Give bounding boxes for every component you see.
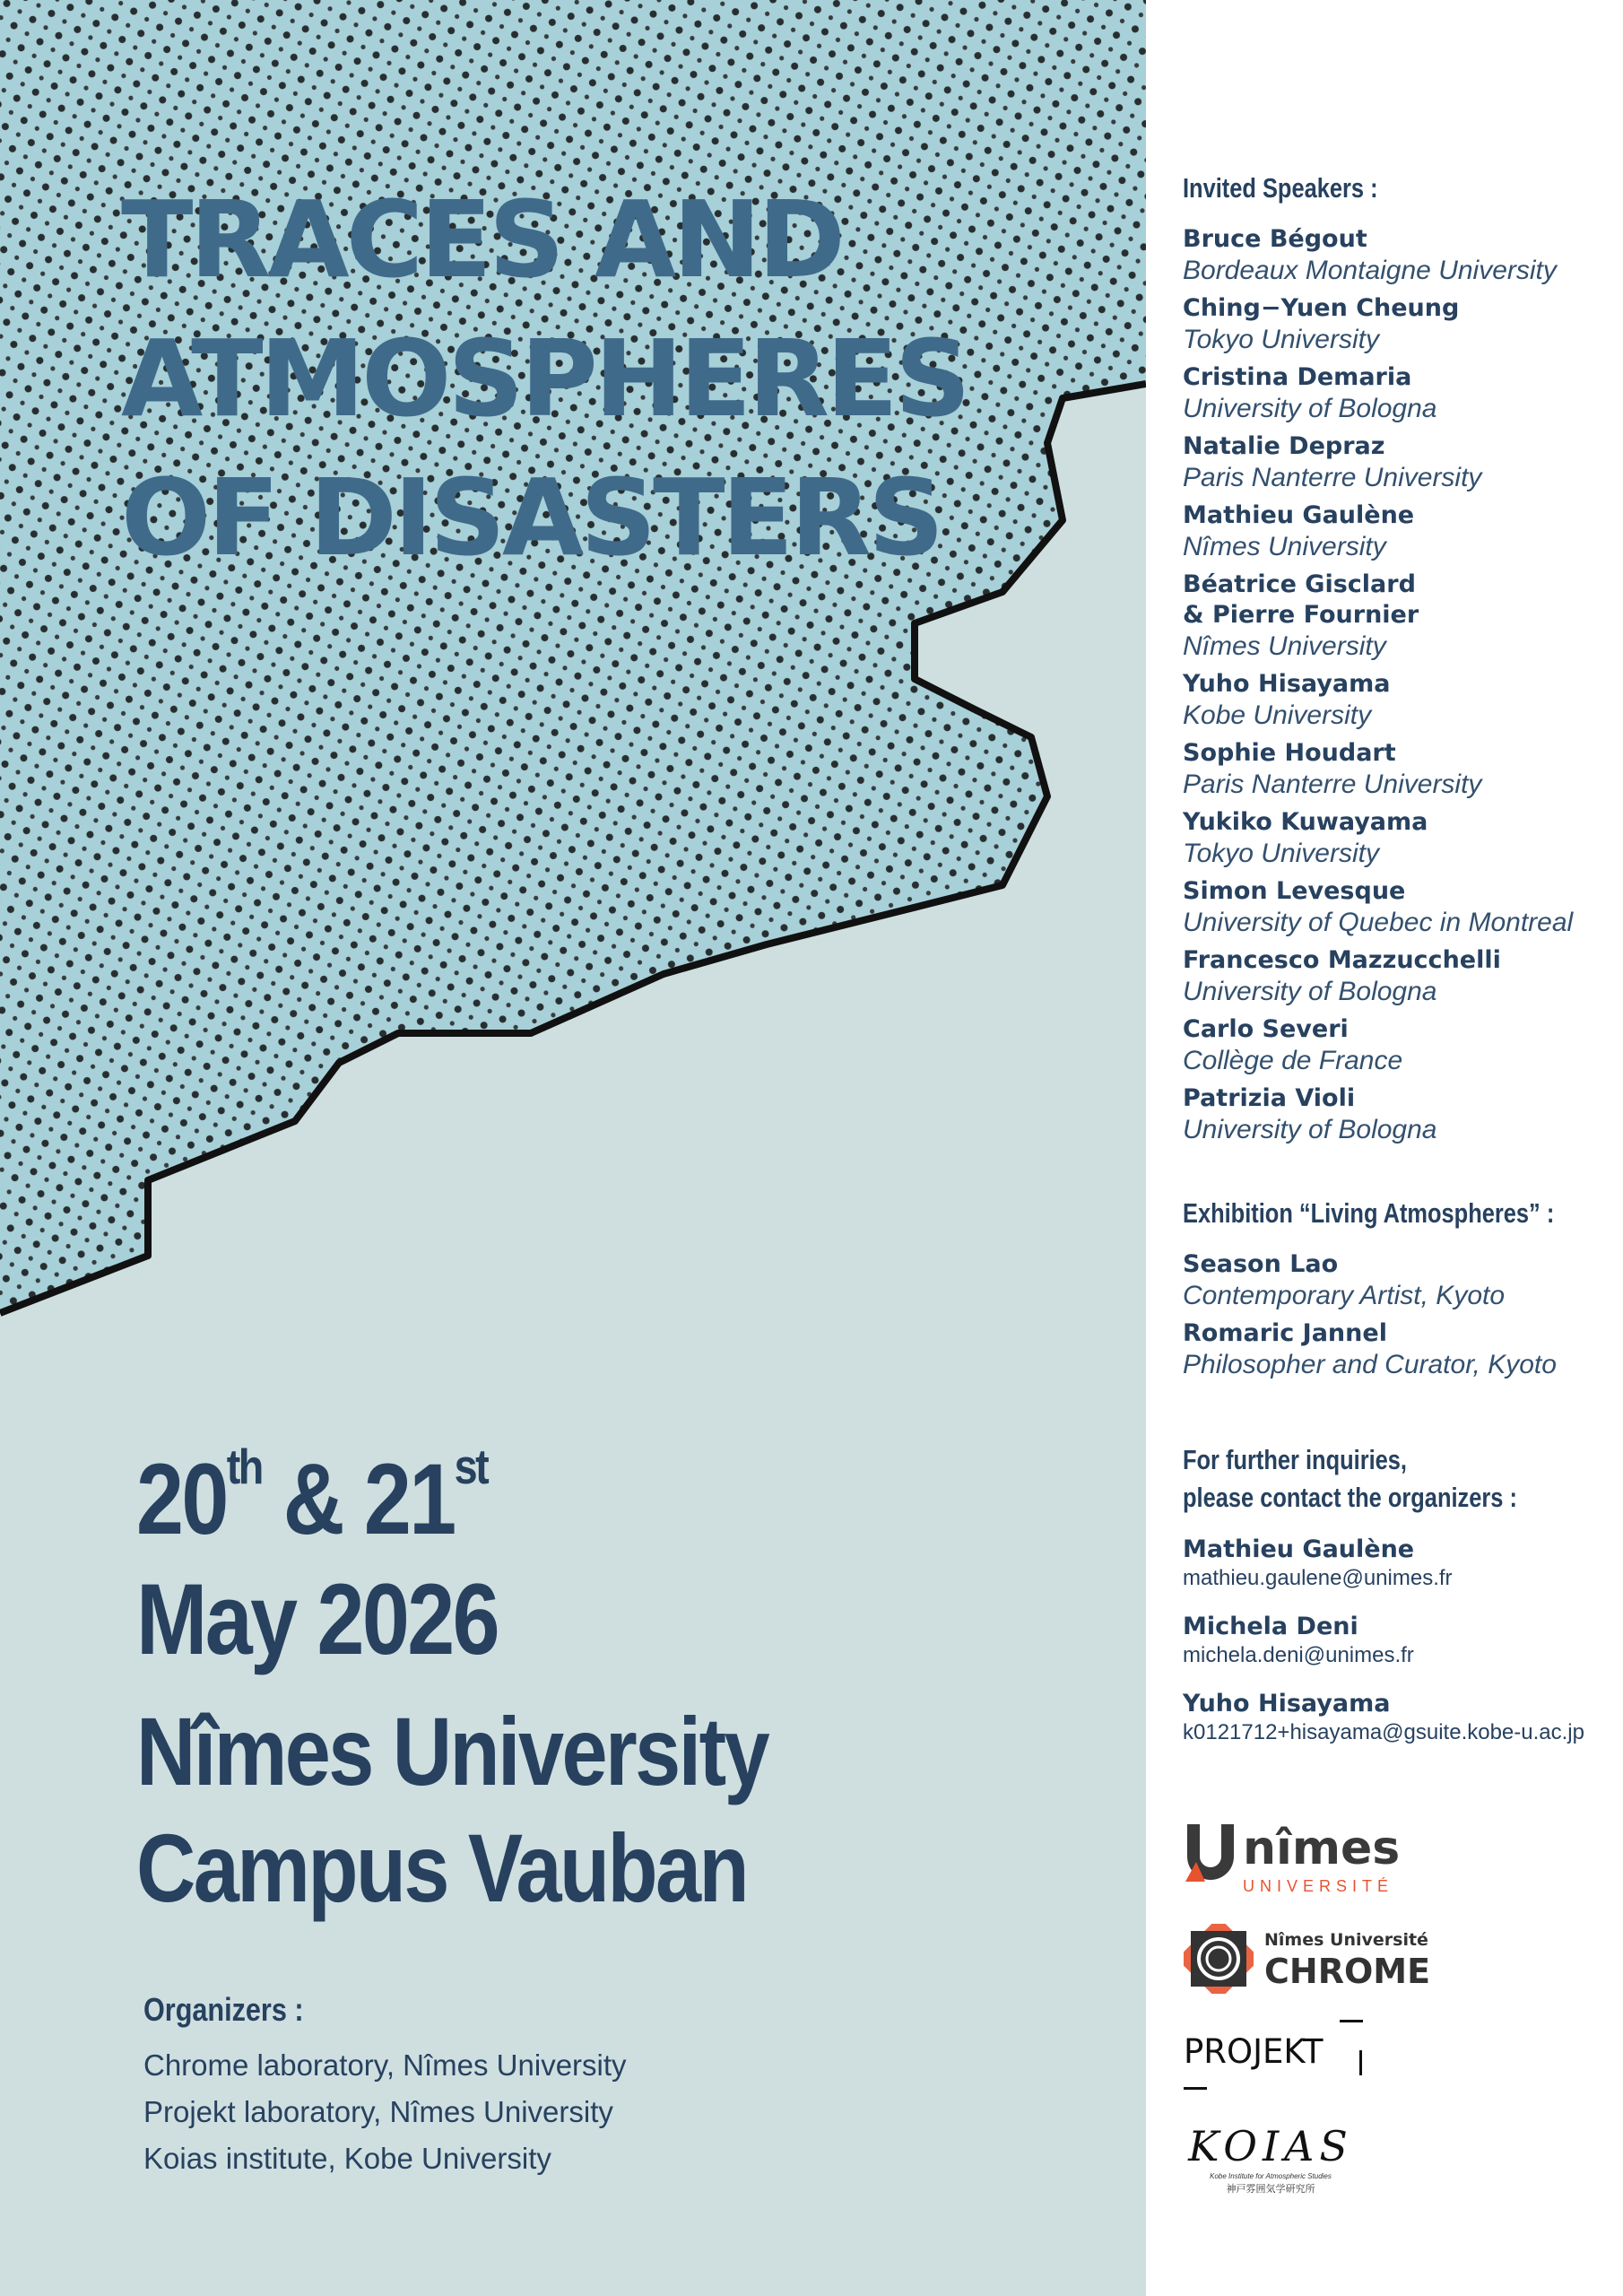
nimes-wordmark: nîmes: [1243, 1822, 1401, 1875]
person-email: k0121712+hisayama@gsuite.kobe-u.ac.jp: [1183, 1720, 1584, 1744]
projekt-wordmark: PROJEKT: [1184, 2032, 1324, 2071]
speakers-section: [1183, 172, 1573, 1152]
person-name: Sophie Houdart: [1183, 739, 1396, 767]
person-name: Ching−Yuen Cheung: [1183, 294, 1460, 322]
day1: 20: [136, 1443, 227, 1555]
universite-wordmark: UNIVERSITÉ: [1243, 1877, 1394, 1895]
person-affiliation: Kobe University: [1183, 700, 1372, 730]
title-line: ATMOSPHERES: [121, 317, 968, 440]
person-name: Yuho Hisayama: [1183, 670, 1391, 698]
koias-wordmark: KOIAS: [1188, 2122, 1353, 2170]
person-affiliation: University of Bologna: [1183, 1115, 1437, 1144]
person-entry: [1183, 362, 1573, 425]
chrome-logo: [1184, 1924, 1431, 1994]
person-entry: [1183, 945, 1573, 1008]
person-entry: [1183, 1318, 1623, 1381]
chrome-wordmark: CHROME: [1264, 1952, 1431, 1991]
koias-japanese: 神戸雰囲気学研究所: [1226, 2184, 1315, 2195]
person-name: Francesco Mazzucchelli: [1183, 946, 1501, 974]
person-entry: [1183, 224, 1573, 287]
person-affiliation: Contemporary Artist, Kyoto: [1183, 1281, 1506, 1310]
person-entry: [1183, 1014, 1573, 1077]
venue-line: Campus Vauban: [136, 1813, 748, 1922]
contact-section: [1183, 1441, 1591, 1766]
organizer-item: Koias institute, Kobe University: [143, 2142, 551, 2175]
person-affiliation: Nîmes University: [1183, 631, 1386, 661]
person-entry: [1183, 500, 1573, 563]
person-affiliation: Philosopher and Curator, Kyoto: [1183, 1350, 1557, 1379]
poster-title: [121, 170, 968, 587]
person-entry: [1183, 1083, 1573, 1146]
organizers-heading: Organizers :: [143, 1991, 304, 2028]
person-name: Simon Levesque: [1183, 877, 1406, 905]
koias-logo: [1185, 2121, 1356, 2196]
person-name: Carlo Severi: [1183, 1015, 1349, 1043]
person-affiliation: University of Quebec in Montreal: [1183, 908, 1574, 937]
person-entry: [1183, 738, 1573, 801]
person-name: Michela Deni: [1183, 1613, 1358, 1640]
person-affiliation: Collège de France: [1183, 1046, 1403, 1075]
person-affiliation: Bordeaux Montaigne University: [1183, 256, 1557, 285]
event-date: [136, 1439, 498, 1680]
person-affiliation: University of Bologna: [1183, 977, 1437, 1006]
person-name: Cristina Demaria: [1183, 363, 1412, 391]
person-entry: [1183, 807, 1573, 870]
person-email: michela.deni@unimes.fr: [1183, 1643, 1414, 1667]
title-line: OF DISASTERS: [121, 456, 942, 579]
person-name: Season Lao: [1183, 1250, 1339, 1278]
person-entry: [1183, 1689, 1591, 1746]
title-line: TRACES AND: [121, 178, 842, 301]
nimes-u-icon: [1184, 1821, 1237, 1883]
day2: 21: [363, 1443, 455, 1555]
nimes-universite-logo: [1184, 1821, 1401, 1896]
person-affiliation: Tokyo University: [1183, 325, 1379, 354]
day2-suffix: st: [454, 1439, 488, 1494]
organizer-item: Projekt laboratory, Nîmes University: [143, 2095, 613, 2128]
person-name: Patrizia Violi: [1183, 1084, 1356, 1112]
person-entry: [1183, 570, 1573, 663]
projekt-mark: [1184, 2087, 1207, 2090]
venue-line: Nîmes University: [136, 1697, 768, 1805]
projekt-mark: [1359, 2050, 1362, 2075]
exhibition-section: [1183, 1197, 1623, 1387]
person-name: Yuho Hisayama: [1183, 1690, 1391, 1718]
person-name: Romaric Jannel: [1183, 1319, 1387, 1347]
person-name: Bruce Bégout: [1183, 225, 1367, 253]
person-name: Mathieu Gaulène: [1183, 501, 1415, 529]
person-entry: [1183, 293, 1573, 356]
organizer-item: Chrome laboratory, Nîmes University: [143, 2048, 627, 2082]
person-affiliation: Paris Nanterre University: [1183, 463, 1482, 492]
contact-heading: please contact the organizers :: [1183, 1482, 1517, 1513]
projekt-logo: [1184, 2020, 1372, 2100]
person-entry: [1183, 1535, 1591, 1592]
person-name: Mathieu Gaulène: [1183, 1535, 1415, 1563]
projekt-mark: [1340, 2020, 1363, 2022]
person-name: Yukiko Kuwayama: [1183, 808, 1428, 836]
person-affiliation: Paris Nanterre University: [1183, 770, 1482, 799]
chrome-c-icon: [1184, 1924, 1254, 1994]
event-venue: [136, 1693, 768, 1926]
person-name: & Pierre Fournier: [1183, 601, 1419, 629]
person-entry: [1183, 876, 1573, 939]
speakers-heading: Invited Speakers :: [1183, 172, 1378, 204]
organizers: [143, 1987, 627, 2182]
person-affiliation: Tokyo University: [1183, 839, 1379, 868]
person-entry: [1183, 1612, 1591, 1669]
ampersand: &: [261, 1443, 364, 1555]
person-affiliation: Nîmes University: [1183, 532, 1386, 561]
person-entry: [1183, 1249, 1623, 1312]
exhibition-heading: Exhibition “Living Atmospheres” :: [1183, 1197, 1555, 1229]
person-name: Natalie Depraz: [1183, 432, 1385, 460]
person-affiliation: University of Bologna: [1183, 394, 1437, 423]
person-entry: [1183, 431, 1573, 494]
koias-subtitle: Kobe Institute for Atmospheric Studies: [1210, 2172, 1332, 2180]
chrome-subtitle: Nîmes Université: [1264, 1930, 1428, 1950]
day1-suffix: th: [226, 1439, 262, 1494]
person-entry: [1183, 669, 1573, 732]
person-name: Béatrice Gisclard: [1183, 570, 1416, 598]
month-year: May 2026: [136, 1563, 499, 1675]
person-email: mathieu.gaulene@unimes.fr: [1183, 1566, 1453, 1590]
contact-heading: For further inquiries,: [1183, 1444, 1407, 1475]
